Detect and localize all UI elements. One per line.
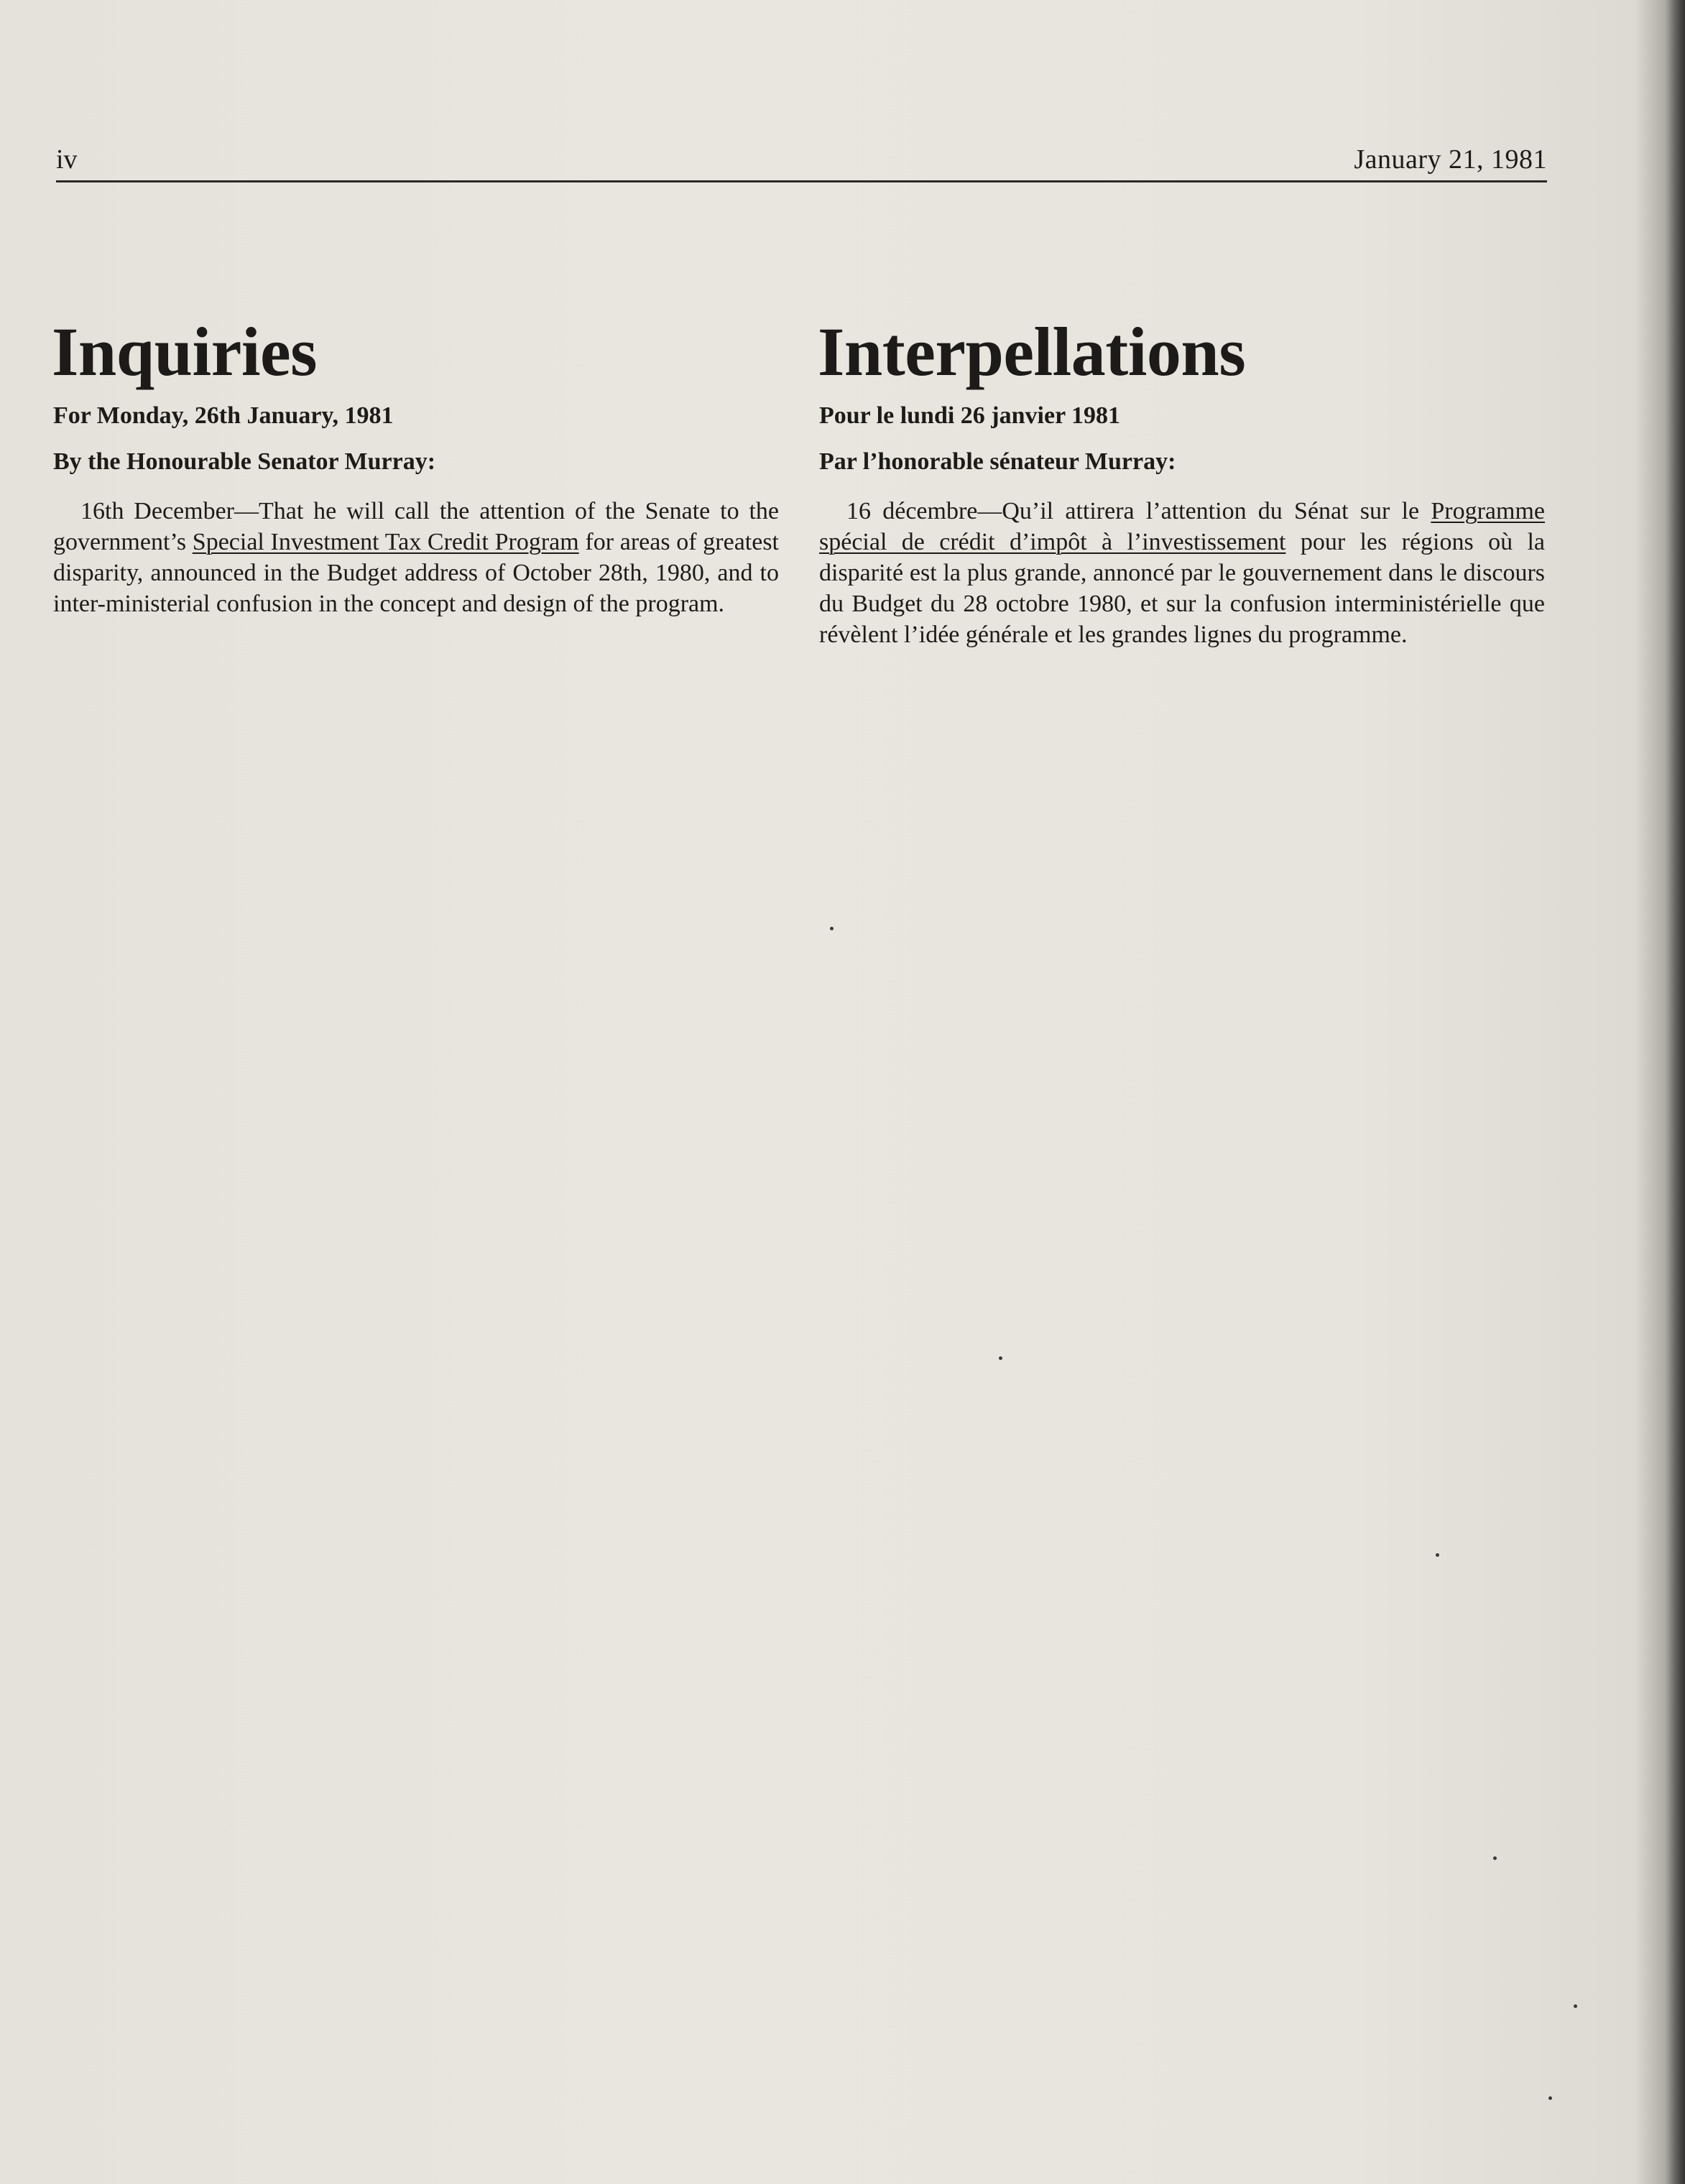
sitting-date: For Monday, 26th January, 1981 bbox=[53, 402, 394, 429]
senator-byline: By the Honourable Senator Murray: bbox=[53, 448, 436, 475]
section-heading: Interpellations bbox=[818, 313, 1246, 390]
header-rule bbox=[56, 180, 1547, 182]
page-edge-shadow bbox=[1665, 0, 1685, 2184]
inquiry-text bbox=[53, 496, 779, 619]
paper-speck bbox=[999, 1356, 1002, 1360]
paper-speck bbox=[830, 927, 834, 930]
header-date: January 21, 1981 bbox=[1354, 144, 1547, 175]
interpellation-text-start: 16 décembre—Qu’il attirera l’attention du Sénat sur le bbox=[846, 498, 1431, 524]
program-title: Programme spécial de crédit d’impôt à l’investissement bbox=[819, 498, 1545, 555]
paper-speck bbox=[1436, 1553, 1439, 1557]
paper-speck bbox=[1493, 1856, 1497, 1860]
sitting-date: Pour le lundi 26 janvier 1981 bbox=[819, 402, 1121, 429]
french-column bbox=[818, 313, 1546, 650]
inquiry-text-end: for areas of greatest disparity, announced in the Budget address of October 28th, 1980, and to inter-ministerial confusion in the concept and design of the program. bbox=[53, 529, 780, 617]
senator-byline: Par l’honorable sénateur Murray: bbox=[819, 448, 1176, 475]
page-number: iv bbox=[56, 144, 78, 175]
interpellation-text-end: pour les régions où la disparité est la plus grande, annoncé par le gouvernement dans le discours du Budget du 28 octobre 1980, et sur la confusion interministérielle que révèlent l’idée générale et les grandes lignes du programme. bbox=[819, 529, 1546, 648]
paper-speck bbox=[1574, 2004, 1577, 2008]
program-title: Special Investment Tax Credit Program bbox=[192, 529, 579, 555]
inquiry-text-start: 16th December—That he will call the attention of the Senate to the government’s bbox=[53, 498, 779, 555]
section-heading: Inquiries bbox=[52, 313, 317, 390]
paper-speck bbox=[1548, 2096, 1552, 2100]
english-column bbox=[52, 313, 780, 619]
interpellation-text bbox=[819, 496, 1545, 650]
page-header bbox=[56, 144, 1547, 184]
